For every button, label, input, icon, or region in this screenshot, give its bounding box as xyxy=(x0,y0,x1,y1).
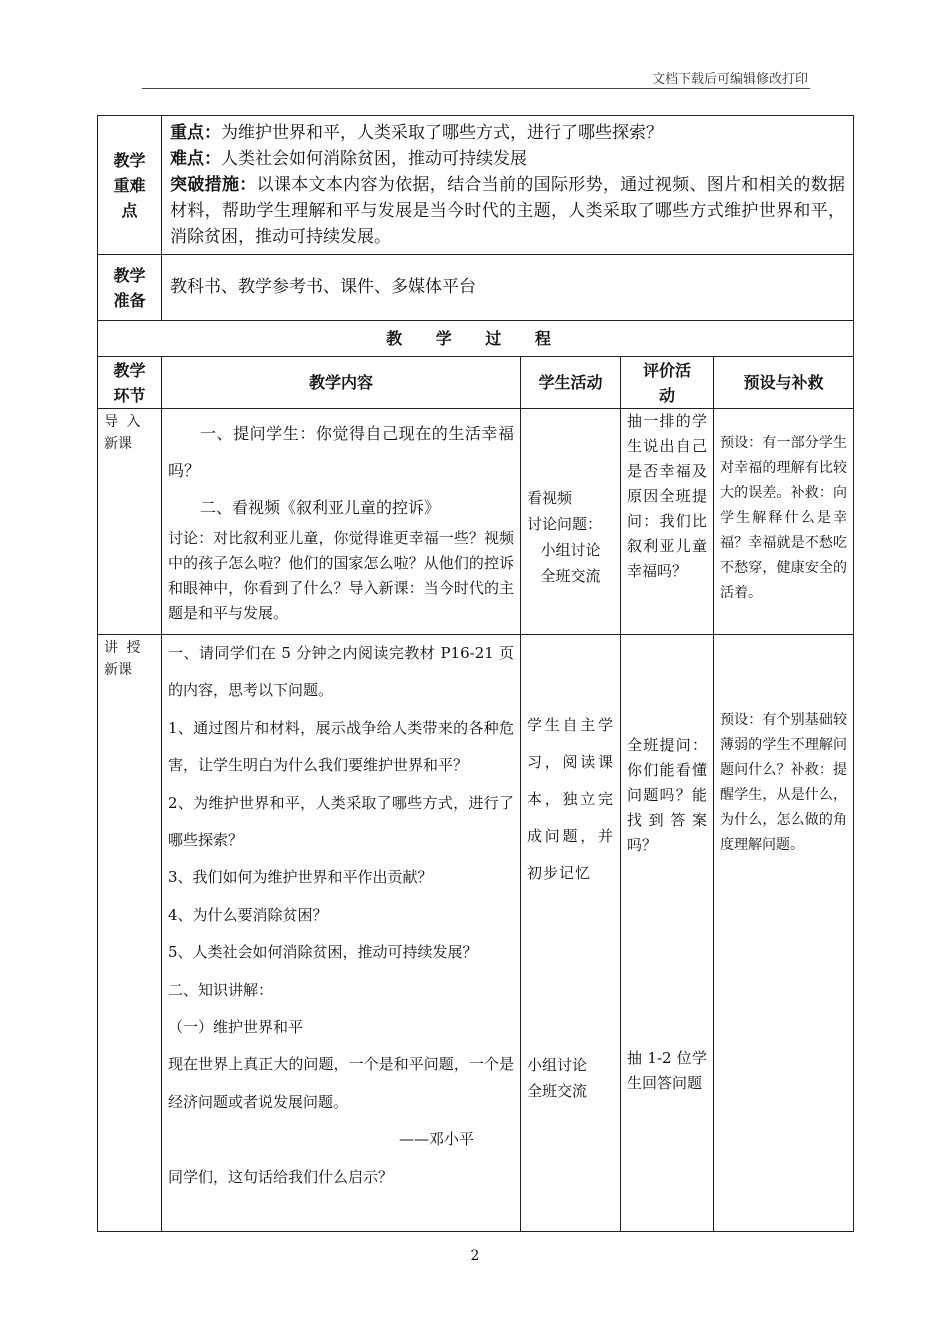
table-row xyxy=(98,635,854,1232)
preparation-label: 教学 准备 xyxy=(98,255,162,321)
col-student-header: 学生活动 xyxy=(521,357,621,409)
preset-cell: 预设：有一部分学生对幸福的理解有比较大的误差。补救：向学生解释什么是幸福？幸福就是不愁吃不愁穿，健康安全的活着。 xyxy=(714,409,854,635)
preset-cell: 预设：有个别基础较薄弱的学生不理解问题问什么？补救：提醒学生，从是什么，为什么，怎么做的角度理解问题。 xyxy=(714,635,854,1232)
content-cell: 一、提问学生：你觉得自己现在的生活幸福吗？ 二、看视频《叙利亚儿童的控诉》 讨论：对比叙利亚儿童，你觉得谁更幸福一些？视频中的孩子怎么啦？他们的国家怎么啦？从他们的控诉和眼神中，你看到了什么？导入新课：当今时代的主题是和平与发展。 xyxy=(162,409,521,635)
focus-text: 为维护世界和平，人类采取了哪些方式，进行了哪些探索？ xyxy=(221,123,663,143)
table-row xyxy=(98,409,854,635)
col-stage-header: 教学 环节 xyxy=(98,357,162,409)
col-content-header: 教学内容 xyxy=(162,357,521,409)
evaluation-cell: 全班提问：你们能看懂问题吗？能找到答案吗？ 抽 1-2 位学生回答问题 xyxy=(621,635,714,1232)
col-evaluation-header: 评价活 动 xyxy=(621,357,714,409)
key-points-label: 教学 重难 点 xyxy=(98,116,162,255)
breakthrough-text: 以课本文本内容为依据，结合当前的国际形势，通过视频、图片和相关的数据材料，帮助学生理解和平与发展是当今时代的主题，人类采取了哪些方式维护世界和平，消除贫困，推动可持续发展。 xyxy=(170,175,846,247)
difficulty-label: 难点： xyxy=(170,149,221,169)
header-rule xyxy=(142,88,810,89)
focus-label: 重点： xyxy=(170,123,221,143)
stage-cell: 导 入 新课 xyxy=(98,409,162,635)
content-cell: 一、请同学们在 5 分钟之内阅读完教材 P16-21 页的内容，思考以下问题。 1、通过图片和材料，展示战争给人类带来的各种危害，让学生明白为什么我们要维护世界和平？ 2、为维护世界和平，人类采取了哪些方式，进行了哪些探索？ 3、我们如何为维护世界和平作出贡献？ 4、为什么要消除贫困？ 5、人类社会如何消除贫困，推动可持续发展？ 二、知识讲解： （一）维护世界和平 现在世界上真正大的问题，一个是和平问题，一个是经济问题或者说发展问题。 ——邓小平 同学们，这句话给我们什么启示？ xyxy=(162,635,521,1232)
key-points-row xyxy=(98,116,854,255)
difficulty-text: 人类社会如何消除贫困，推动可持续发展 xyxy=(221,149,527,169)
stage-cell: 讲 授 新课 xyxy=(98,635,162,1232)
header-note: 文档下载后可编辑修改打印 xyxy=(651,72,808,87)
key-points-content xyxy=(162,116,854,255)
student-cell: 学生自主学习，阅读课本，独立完成问题，并初步记忆 小组讨论 全班交流 xyxy=(521,635,621,1232)
column-header-row xyxy=(98,357,854,409)
col-preset-header: 预设与补救 xyxy=(714,357,854,409)
student-cell: 看视频 讨论问题： 小组讨论 全班交流 xyxy=(521,409,621,635)
lesson-plan-table xyxy=(97,115,854,1232)
evaluation-cell: 抽一排的学生说出自己是否幸福及原因全班提问：我们比叙利亚儿童幸福吗？ xyxy=(621,409,714,635)
process-title: 教 学 过 程 xyxy=(98,321,854,357)
preparation-row xyxy=(98,255,854,321)
process-title-row xyxy=(98,321,854,357)
page-number: 2 xyxy=(470,1248,480,1264)
breakthrough-label: 突破措施： xyxy=(170,175,257,195)
preparation-text: 教科书、教学参考书、课件、多媒体平台 xyxy=(162,255,854,321)
